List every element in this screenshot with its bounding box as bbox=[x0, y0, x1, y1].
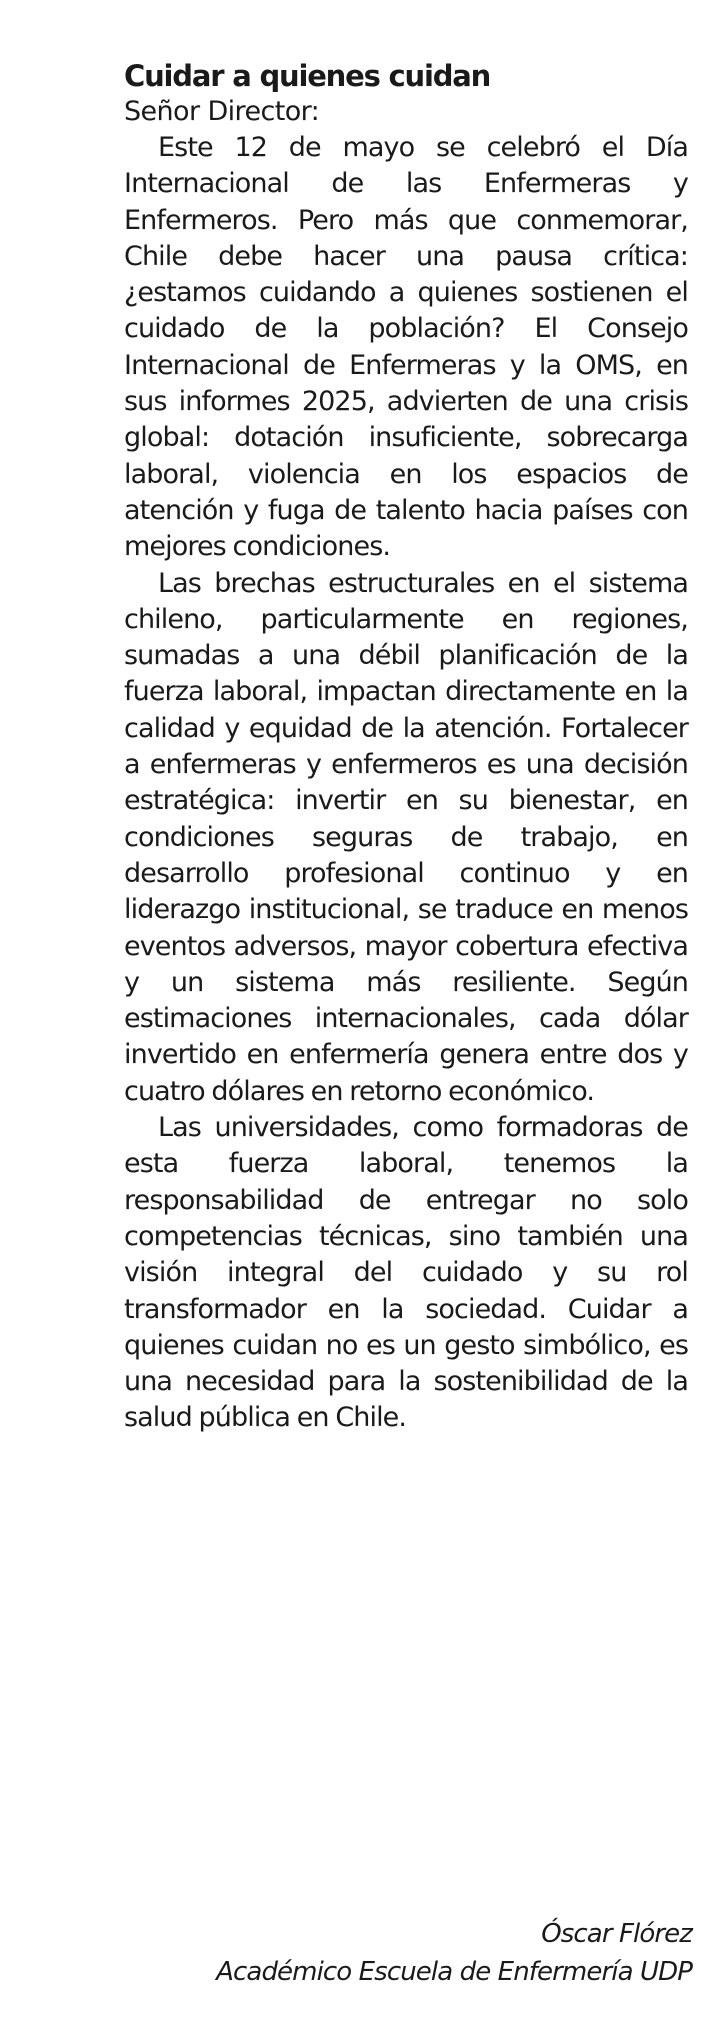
letter-paragraph-3: Las universidades, como formadoras de esta fuerza laboral, tenemos la responsabilidad de entregar no solo competencias técnicas, sino también una visión integral del cuidado y su rol transformador en la sociedad. Cuidar a quienes cuidan no es un gesto simbólico, es una necesidad para la sostenibilidad de la salud pública en Chile. bbox=[124, 1112, 688, 1434]
letter-headline: Cuidar a quienes cuidan bbox=[124, 59, 491, 93]
author-name: Óscar Flórez bbox=[541, 1919, 692, 1949]
letter-signature bbox=[216, 1915, 692, 1991]
author-title: Académico Escuela de Enfermería UDP bbox=[216, 1957, 692, 1987]
letter-column bbox=[124, 58, 688, 1437]
letter-body bbox=[124, 130, 688, 1437]
letter-salutation: Señor Director: bbox=[124, 96, 320, 127]
letter-paragraph-1: Este 12 de mayo se celebró el Día Internacional de las Enfermeras y Enfermeros. Pero más que conmemorar, Chile debe hacer una pausa crítica: ¿estamos cuidando a quienes sostienen el cuidado de la población? El Consejo Internacional de Enfermeras y la OMS, en sus informes 2025, advierten de una crisis global: dotación insuficiente, sobrecarga laboral, violencia en los espacios de atención y fuga de talento hacia países con mejores condiciones. bbox=[124, 132, 688, 563]
letter-paragraph-2: Las brechas estructurales en el sistema chileno, particularmente en regiones, sumadas a una débil planificación de la fuerza laboral, impactan directamente en la calidad y equidad de la atención. Fortalecer a enfermeras y enfermeros es una decisión estratégica: invertir en su bienestar, en condiciones seguras de trabajo, en desarrollo profesional continuo y en liderazgo institucional, se traduce en menos eventos adversos, mayor cobertura efectiva y un sistema más resiliente. Según estimaciones internacionales, cada dólar invertido en enfermería genera entre dos y cuatro dólares en retorno económico. bbox=[124, 567, 688, 1107]
